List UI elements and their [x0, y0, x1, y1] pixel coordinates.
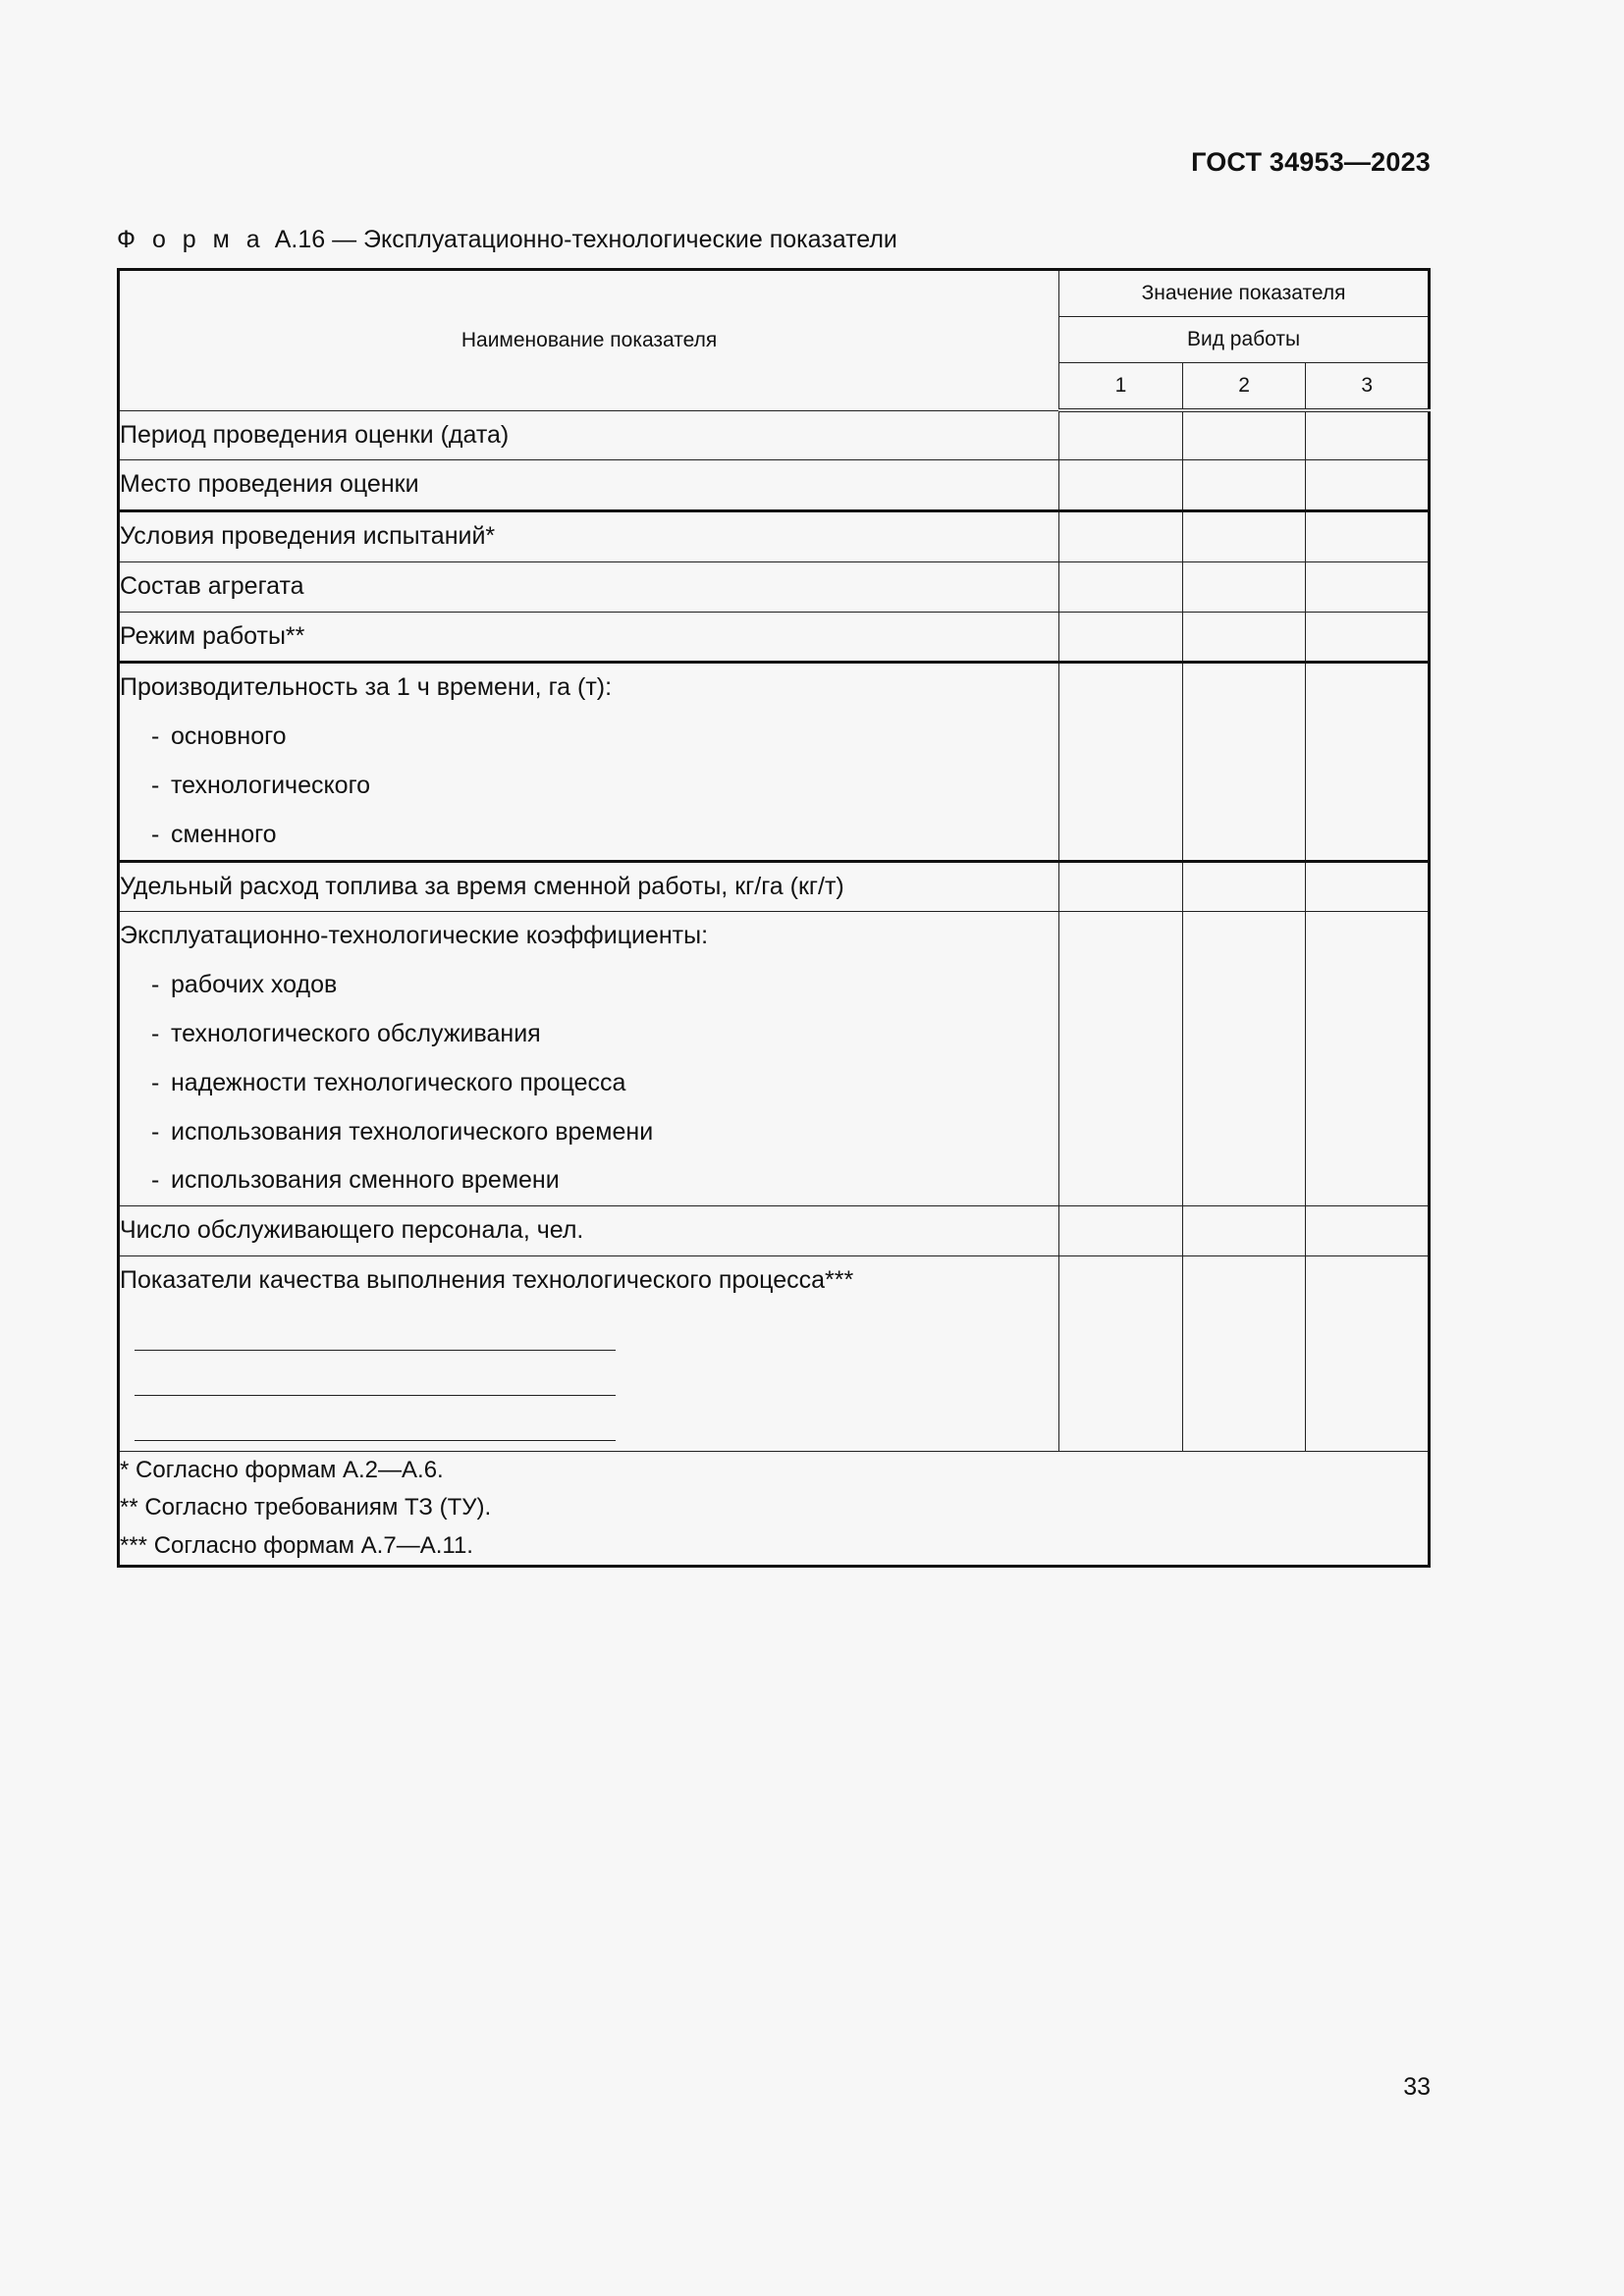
value-header: Значение показателя	[1059, 270, 1430, 317]
blank-entry-line[interactable]	[135, 1396, 616, 1441]
value-cell[interactable]	[1182, 1256, 1306, 1452]
list-item	[120, 1059, 1058, 1108]
list-item-label: рабочих ходов	[171, 971, 338, 999]
dash-mark: -	[151, 820, 160, 848]
value-cell[interactable]	[1306, 1206, 1430, 1256]
list-item-label: технологического обслуживания	[171, 1020, 541, 1048]
blank-entry-line[interactable]	[135, 1351, 616, 1396]
blank-entry-line[interactable]	[135, 1306, 616, 1351]
value-cell[interactable]	[1306, 663, 1430, 861]
value-cell[interactable]	[1306, 511, 1430, 562]
row-group-productivity	[119, 663, 1059, 861]
header-row-1	[119, 270, 1430, 317]
value-cell[interactable]	[1182, 612, 1306, 663]
list-item	[120, 713, 1058, 762]
list-item	[120, 1108, 1058, 1157]
note-3: *** Согласно формам А.7—А.11.	[120, 1531, 473, 1559]
column-header-3: 3	[1306, 363, 1430, 411]
table-row	[119, 410, 1430, 460]
row-label-place: Место проведения оценки	[119, 460, 1059, 511]
list-item-label: основного	[171, 722, 287, 751]
document-code: ГОСТ 34953—2023	[1191, 147, 1431, 177]
list-item	[120, 811, 1058, 860]
dash-mark: -	[151, 1020, 160, 1048]
row-label-coefficients: Эксплуатационно-технологические коэффициенты:	[120, 922, 709, 950]
list-item-label: технологического	[171, 772, 371, 800]
dash-mark: -	[151, 772, 160, 800]
dash-mark: -	[151, 722, 160, 751]
blank-lines	[120, 1306, 1058, 1451]
value-cell[interactable]	[1059, 460, 1183, 511]
form-caption-text: А.16 — Эксплуатационно-технологические показатели	[274, 226, 897, 253]
row-label-unit-composition: Состав агрегата	[119, 561, 1059, 612]
dash-mark: -	[151, 1166, 160, 1195]
dash-mark: -	[151, 1117, 160, 1146]
value-cell[interactable]	[1182, 410, 1306, 460]
table-notes	[119, 1451, 1430, 1567]
table-row	[119, 511, 1430, 562]
indicator-name-header: Наименование показателя	[119, 270, 1059, 411]
value-cell[interactable]	[1182, 1206, 1306, 1256]
value-cell[interactable]	[1059, 612, 1183, 663]
value-cell[interactable]	[1182, 912, 1306, 1206]
table-row	[119, 1256, 1430, 1452]
value-cell[interactable]	[1182, 663, 1306, 861]
list-item	[120, 1010, 1058, 1059]
work-type-header: Вид работы	[1059, 317, 1430, 363]
list-item	[120, 1156, 1058, 1205]
list-item-label: использования сменного времени	[171, 1166, 560, 1195]
value-cell[interactable]	[1059, 410, 1183, 460]
list-item-label: сменного	[171, 820, 277, 848]
form-caption-prefix: Ф о р м а	[117, 226, 265, 253]
dash-mark: -	[151, 1068, 160, 1096]
dash-mark: -	[151, 971, 160, 999]
list-item-label: надежности технологического процесса	[171, 1068, 626, 1096]
row-label-mode: Режим работы**	[119, 612, 1059, 663]
value-cell[interactable]	[1182, 561, 1306, 612]
column-header-2: 2	[1182, 363, 1306, 411]
column-header-1: 1	[1059, 363, 1183, 411]
value-cell[interactable]	[1059, 912, 1183, 1206]
list-item	[120, 762, 1058, 811]
table-row	[119, 1206, 1430, 1256]
page-number: 33	[1403, 2073, 1431, 2101]
value-cell[interactable]	[1059, 561, 1183, 612]
table-row	[119, 861, 1430, 912]
table-row	[119, 912, 1430, 1206]
value-cell[interactable]	[1182, 861, 1306, 912]
row-group-coefficients	[119, 912, 1059, 1206]
value-cell[interactable]	[1306, 561, 1430, 612]
value-cell[interactable]	[1306, 861, 1430, 912]
value-cell[interactable]	[1306, 410, 1430, 460]
row-label-productivity: Производительность за 1 ч времени, га (т):	[120, 673, 613, 702]
list-item-label: использования технологического времени	[171, 1117, 654, 1146]
value-cell[interactable]	[1306, 460, 1430, 511]
notes-row	[119, 1451, 1430, 1567]
value-cell[interactable]	[1182, 511, 1306, 562]
value-cell[interactable]	[1059, 511, 1183, 562]
indicators-table	[117, 268, 1431, 1568]
table-row	[119, 663, 1430, 861]
note-2: ** Согласно требованиям ТЗ (ТУ).	[120, 1494, 492, 1522]
row-group-quality	[119, 1256, 1059, 1452]
value-cell[interactable]	[1306, 912, 1430, 1206]
value-cell[interactable]	[1306, 1256, 1430, 1452]
row-label-period: Период проведения оценки (дата)	[119, 410, 1059, 460]
row-label-quality: Показатели качества выполнения технологического процесса***	[120, 1266, 854, 1295]
value-cell[interactable]	[1182, 460, 1306, 511]
value-cell[interactable]	[1059, 663, 1183, 861]
row-label-fuel: Удельный расход топлива за время сменной работы, кг/га (кг/т)	[119, 861, 1059, 912]
value-cell[interactable]	[1306, 612, 1430, 663]
table-row	[119, 612, 1430, 663]
row-label-conditions: Условия проведения испытаний*	[119, 511, 1059, 562]
value-cell[interactable]	[1059, 1256, 1183, 1452]
note-1: * Согласно формам А.2—А.6.	[120, 1456, 444, 1483]
list-item	[120, 961, 1058, 1010]
value-cell[interactable]	[1059, 861, 1183, 912]
form-caption	[117, 226, 897, 254]
table-row	[119, 460, 1430, 511]
value-cell[interactable]	[1059, 1206, 1183, 1256]
table-row	[119, 561, 1430, 612]
row-label-personnel: Число обслуживающего персонала, чел.	[119, 1206, 1059, 1256]
